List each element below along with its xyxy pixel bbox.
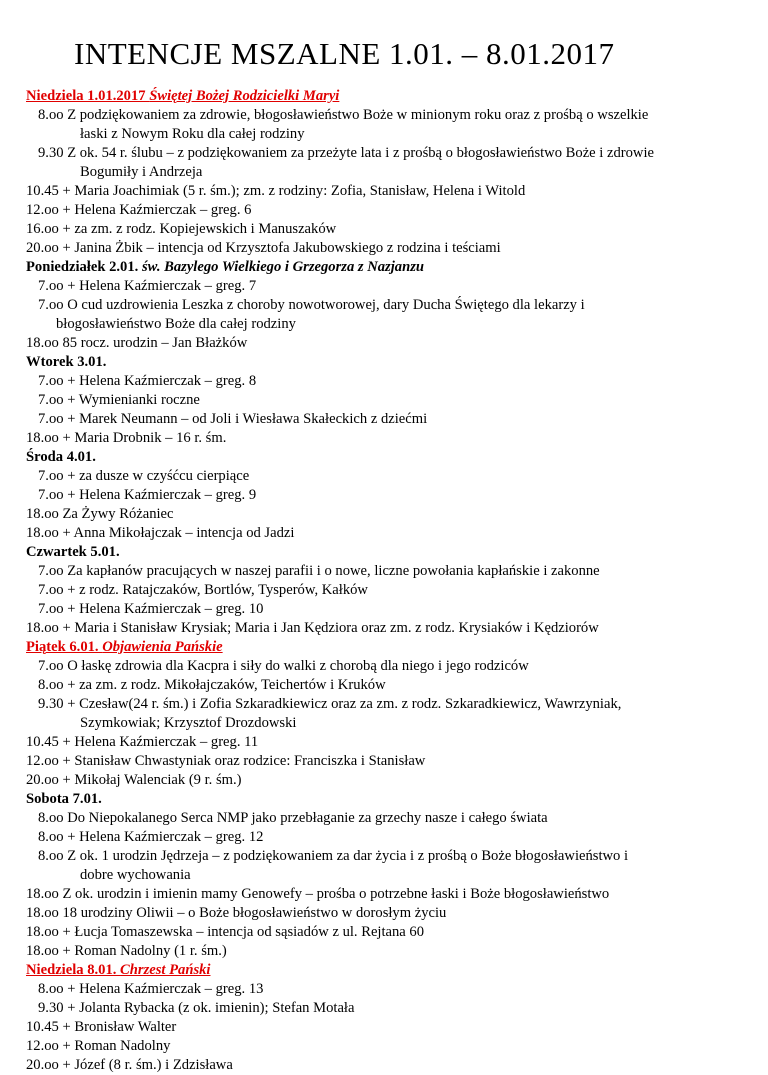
mass-intention: 8.oo Do Niepokalanego Serca NMP jako przebłaganie za grzechy nasze i całego świata	[38, 810, 548, 826]
mass-intention: 7.oo + Helena Kaźmierczak – greg. 8	[38, 373, 257, 389]
mass-intention: 18.oo + Anna Mikołajczak – intencja od Jadzi	[26, 525, 295, 541]
mass-intention: 7.oo + Helena Kaźmierczak – greg. 10	[38, 601, 264, 617]
intention-continuation: Bogumiły i Andrzeja	[80, 164, 203, 180]
mass-intention: 7.oo + Marek Neumann – od Joli i Wiesława Skałeckich z dziećmi	[38, 411, 428, 427]
day-heading-feast: Świętej Bożej Rodzicielki Maryi	[149, 88, 340, 104]
day-heading	[26, 87, 756, 106]
day-heading	[26, 258, 756, 277]
day-heading-date: Wtorek 3.01.	[26, 354, 107, 370]
mass-intention: 7.oo + Helena Kaźmierczak – greg. 7	[38, 278, 257, 294]
day-heading-date: Czwartek 5.01.	[26, 544, 120, 560]
mass-intention: 20.oo + Mikołaj Walenciak (9 r. śm.)	[26, 772, 242, 788]
mass-intention: 12.oo + Stanisław Chwastyniak oraz rodzice: Franciszka i Stanisław	[26, 753, 426, 769]
day-heading	[26, 790, 756, 809]
intention-continuation: łaski z Nowym Roku dla całej rodziny	[80, 126, 305, 142]
day-heading	[26, 638, 756, 657]
mass-intention: 18.oo + Maria i Stanisław Krysiak; Maria i Jan Kędziora oraz zm. z rodz. Krysiaków i Kędziorów	[26, 620, 599, 636]
day-heading-feast: św. Bazylego Wielkiego i Grzegorza z Nazjanzu	[141, 259, 424, 275]
day-heading	[26, 543, 756, 562]
mass-intention: 7.oo O cud uzdrowienia Leszka z choroby nowotworowej, dary Ducha Świętego dla lekarzy i	[38, 297, 585, 313]
mass-intention: 8.oo + Helena Kaźmierczak – greg. 12	[38, 829, 264, 845]
mass-intention: 8.oo + za zm. z rodz. Mikołajczaków, Teichertów i Kruków	[38, 677, 386, 693]
mass-intention: 16.oo + za zm. z rodz. Kopiejewskich i Manuszaków	[26, 221, 337, 237]
mass-intention: 9.30 + Jolanta Rybacka (z ok. imienin); Stefan Motała	[38, 1000, 355, 1016]
day-heading	[26, 353, 756, 372]
day-heading-date: Środa 4.01.	[26, 449, 96, 465]
mass-intention: 18.oo Za Żywy Różaniec	[26, 506, 174, 522]
mass-intention: 12.oo + Roman Nadolny	[26, 1038, 171, 1054]
intentions-list	[26, 87, 756, 1075]
mass-intention: 10.45 + Helena Kaźmierczak – greg. 11	[26, 734, 259, 750]
mass-intention: 9.30 Z ok. 54 r. ślubu – z podziękowaniem za przeżyte lata i z prośbą o błogosławieństwo Boże i zdrowie	[38, 145, 655, 161]
intention-continuation: Szymkowiak; Krzysztof Drozdowski	[80, 715, 297, 731]
mass-intention: 8.oo Z podziękowaniem za zdrowie, błogosławieństwo Boże w minionym roku oraz z prośbą o wszelkie	[38, 107, 649, 123]
mass-intention: 8.oo + Helena Kaźmierczak – greg. 13	[38, 981, 264, 997]
day-heading-date: Sobota 7.01.	[26, 791, 102, 807]
mass-intention: 20.oo + Józef (8 r. śm.) i Zdzisława	[26, 1057, 233, 1073]
day-heading-date: Niedziela 8.01.	[26, 962, 121, 978]
day-heading-feast: Objawienia Pańskie	[102, 639, 223, 655]
intention-continuation: błogosławieństwo Boże dla całej rodziny	[56, 316, 296, 332]
mass-intention: 7.oo + Helena Kaźmierczak – greg. 9	[38, 487, 257, 503]
page-title: INTENCJE MSZALNE 1.01. – 8.01.2017	[74, 36, 615, 71]
day-heading-feast: Chrzest Pański	[120, 962, 211, 978]
mass-intention: 8.oo Z ok. 1 urodzin Jędrzeja – z podziękowaniem za dar życia i z prośbą o Boże błogosławieństwo i	[38, 848, 629, 864]
mass-intention: 10.45 + Bronisław Walter	[26, 1019, 177, 1035]
mass-intention: 18.oo + Łucja Tomaszewska – intencja od sąsiadów z ul. Rejtana 60	[26, 924, 425, 940]
day-heading-date: Piątek 6.01.	[26, 639, 103, 655]
mass-intention: 12.oo + Helena Kaźmierczak – greg. 6	[26, 202, 252, 218]
mass-intention: 10.45 + Maria Joachimiak (5 r. śm.); zm. z rodziny: Zofia, Stanisław, Helena i Witold	[26, 183, 526, 199]
day-heading	[26, 961, 756, 980]
mass-intention: 7.oo + za dusze w czyśćcu cierpiące	[38, 468, 250, 484]
mass-intention: 18.oo 85 rocz. urodzin – Jan Błażków	[26, 335, 248, 351]
mass-intention: 9.30 + Czesław(24 r. śm.) i Zofia Szkaradkiewicz oraz za zm. z rodz. Szkaradkiewicz, Wawrzyniak,	[38, 696, 622, 712]
day-heading	[26, 448, 756, 467]
mass-intention: 18.oo + Roman Nadolny (1 r. śm.)	[26, 943, 227, 959]
mass-intention: 18.oo Z ok. urodzin i imienin mamy Genowefy – prośba o potrzebne łaski i Boże błogosławieństwo	[26, 886, 610, 902]
mass-intention: 20.oo + Janina Żbik – intencja od Krzysztofa Jakubowskiego z rodzina i teściami	[26, 240, 501, 256]
mass-intention: 18.oo + Maria Drobnik – 16 r. śm.	[26, 430, 227, 446]
mass-intention: 18.oo 18 urodziny Oliwii – o Boże błogosławieństwo w dorosłym życiu	[26, 905, 447, 921]
day-heading-date: Poniedziałek 2.01.	[26, 259, 142, 275]
mass-intention: 7.oo + Wymienianki roczne	[38, 392, 200, 408]
intention-continuation: dobre wychowania	[80, 867, 191, 883]
mass-intention: 7.oo + z rodz. Ratajczaków, Bortlów, Tysperów, Kałków	[38, 582, 368, 598]
day-heading-date: Niedziela 1.01.2017	[26, 88, 150, 104]
mass-intention: 7.oo Za kapłanów pracujących w naszej parafii i o nowe, liczne powołania kapłańskie i zakonne	[38, 563, 600, 579]
mass-intention: 7.oo O łaskę zdrowia dla Kacpra i siły do walki z chorobą dla niego i jego rodziców	[38, 658, 529, 674]
